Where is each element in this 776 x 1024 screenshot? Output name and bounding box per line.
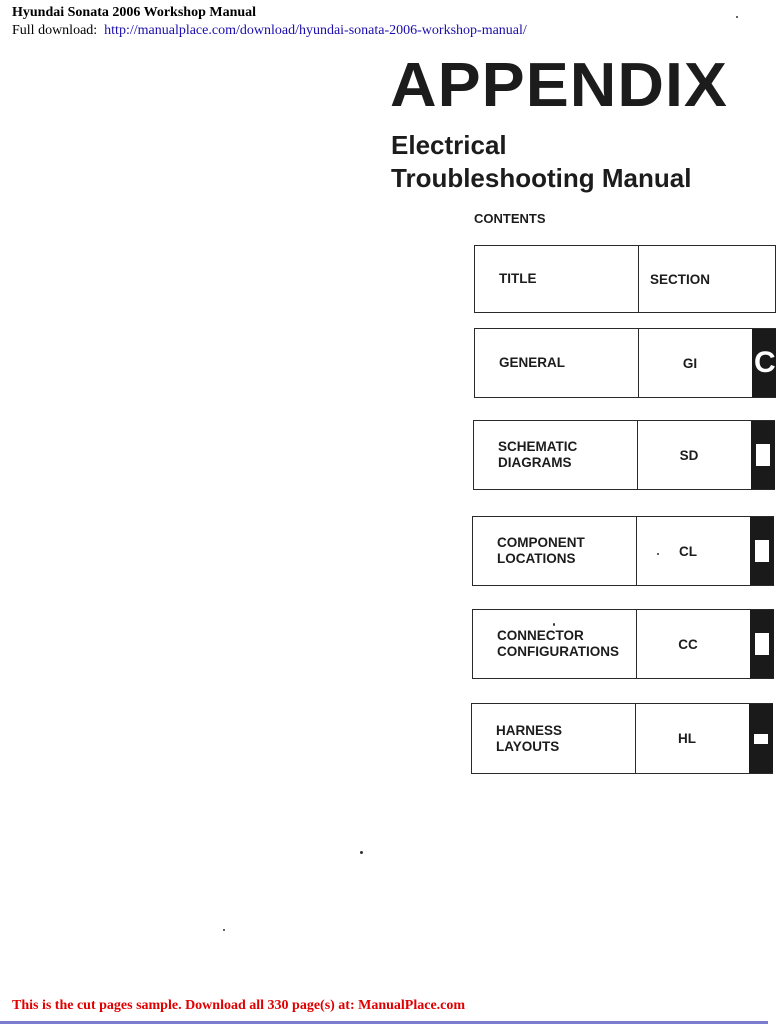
harness-tab-icon	[753, 733, 769, 745]
footer-sample-note: This is the cut pages sample. Download all 330 page(s) at: ManualPlace.com	[12, 998, 466, 1013]
scan-speck	[360, 851, 363, 854]
section-tab-marker	[751, 421, 775, 489]
toc-row-title[interactable]: GENERAL	[475, 329, 639, 397]
toc-header-title: TITLE	[475, 246, 639, 312]
toc-row-connector-configurations[interactable]	[472, 609, 774, 679]
document-title: Hyundai Sonata 2006 Workshop Manual	[12, 5, 257, 20]
section-tab-marker	[750, 517, 774, 585]
toc-header-section: SECTION	[650, 271, 711, 287]
scan-speck	[553, 623, 555, 626]
toc-header-row	[474, 245, 776, 313]
c-tab-icon: C	[754, 346, 776, 379]
toc-row-code: HL	[678, 731, 696, 746]
toc-row-title[interactable]: SCHEMATIC DIAGRAMS	[474, 421, 638, 489]
connector-tab-icon	[754, 632, 770, 656]
schematic-tab-icon	[755, 443, 771, 467]
toc-row-schematic-diagrams[interactable]	[473, 420, 775, 490]
section-tab-marker	[752, 329, 776, 397]
section-tab-marker	[749, 704, 773, 773]
toc-row-code: GI	[682, 355, 698, 371]
toc-row-title[interactable]: CONNECTOR CONFIGURATIONS	[473, 610, 637, 678]
toc-row-harness-layouts[interactable]	[471, 703, 773, 774]
section-tab-marker	[750, 610, 774, 678]
scan-speck	[223, 929, 225, 931]
toc-row-code: SD	[679, 447, 699, 463]
toc-row-title[interactable]: HARNESS LAYOUTS	[472, 704, 636, 773]
toc-row-code: CC	[678, 636, 698, 652]
scan-speck	[657, 553, 659, 555]
toc-row-component-locations[interactable]	[472, 516, 774, 586]
download-label: Full download:	[12, 23, 98, 38]
subtitle-line-1: Electrical	[391, 130, 507, 160]
contents-label: CONTENTS	[474, 211, 546, 226]
subtitle-line-2: Troubleshooting Manual	[391, 163, 692, 193]
toc-row-code: CL	[679, 543, 697, 559]
page-heading: APPENDIX	[390, 51, 728, 120]
download-link[interactable]: http://manualplace.com/download/hyundai-sonata-2006-workshop-manual/	[104, 23, 527, 38]
toc-row-general[interactable]	[474, 328, 776, 398]
scan-speck	[736, 16, 738, 18]
download-line	[12, 23, 527, 39]
component-tab-icon	[754, 539, 770, 563]
toc-row-title[interactable]: COMPONENT LOCATIONS	[473, 517, 637, 585]
